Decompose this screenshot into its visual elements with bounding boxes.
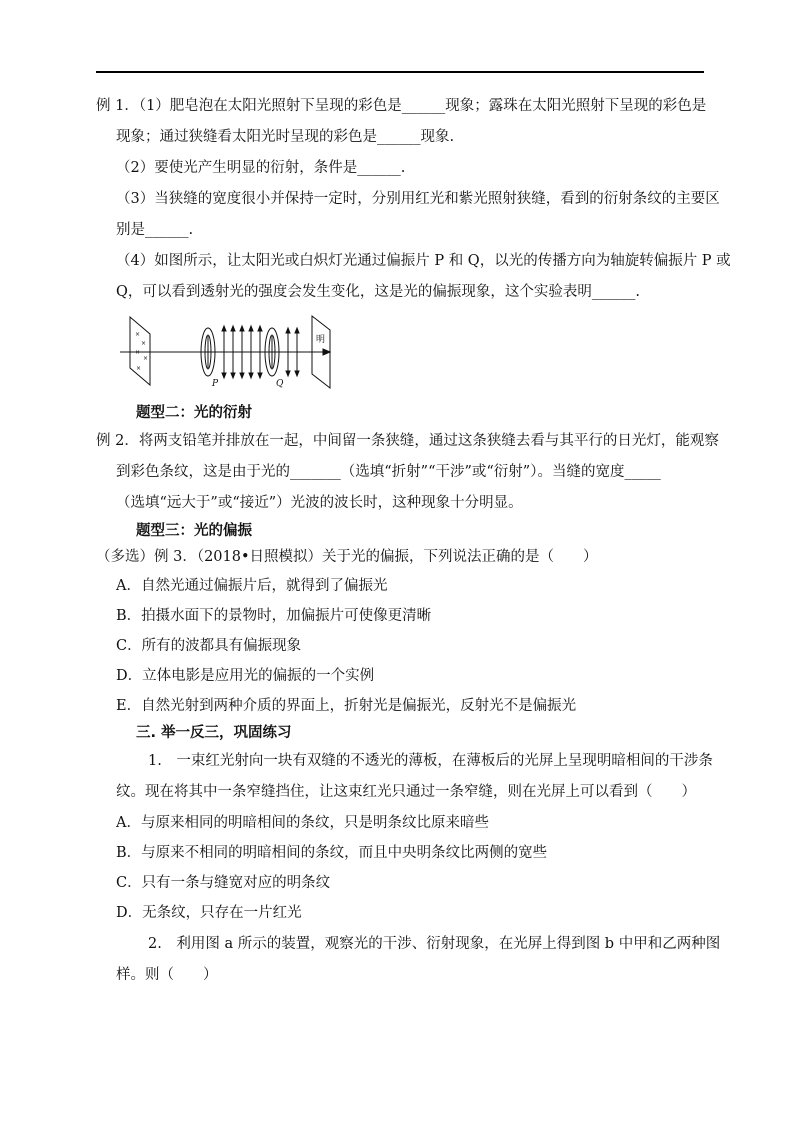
label-q: Q [276, 379, 284, 389]
q1-option-c: C．只有一条与缝宽对应的明条纹 [116, 875, 331, 891]
svg-text:×: × [135, 349, 141, 356]
ex1-line-3: （2）要使光产生明显的衍射，条件是______. [116, 160, 406, 176]
label-bright: 明 [316, 335, 326, 345]
axis-arrow-icon [323, 349, 330, 355]
ex2-line-2: 到彩色条纹，这是由于光的_______（选填“折射”“干涉”或“衍射”）。当缝的宽度_____ [116, 464, 661, 480]
ex2-line-1: 例 2．将两支铅笔并排放在一起，中间留一条狭缝，通过这条狭缝去看与其平行的日光灯，能观察 [96, 433, 719, 449]
q1-option-a: A．与原来相同的明暗相间的条纹，只是明条纹比原来暗些 [116, 815, 489, 831]
svg-text:×: × [143, 355, 149, 362]
label-p: P [212, 379, 219, 389]
q1-line-2: 纹。现在将其中一条窄缝挡住，让这束红光只通过一条窄缝，则在光屏上可以看到（ ） [116, 784, 696, 800]
q1-option-d: D．无条纹，只存在一片红光 [116, 905, 302, 921]
q1-line-1: 1. 一束红光射向一块有双缝的不透光的薄板，在薄板后的光屏上呈现明暗相间的干涉条 [148, 753, 713, 769]
ex1-line-6: （4）如图所示，让太阳光或白炽灯光通过偏振片 P 和 Q，以光的传播方向为轴旋转偏振片 P 或 [116, 253, 731, 269]
ex1-line-5: 别是______. [116, 222, 194, 238]
svg-text:×: × [136, 365, 142, 372]
ex3-option-c: C．所有的波都具有偏振现象 [116, 638, 302, 654]
ex3-stem: （多选）例 3．（2018•日照模拟）关于光的偏振，下列说法正确的是（ ） [96, 549, 598, 565]
ex3-option-a: A．自然光通过偏振片后，就得到了偏振光 [116, 578, 388, 594]
ex3-option-e: E．自然光射到两种介质的界面上，折射光是偏振光，反射光不是偏振光 [116, 698, 577, 714]
section3-title: 三. 举一反三，巩固练习 [136, 725, 292, 741]
header-rule [96, 71, 704, 73]
ex3-option-d: D．立体电影是应用光的偏振的一个实例 [116, 668, 375, 684]
type3-title: 题型三：光的偏振 [136, 523, 252, 539]
polarizer-figure [116, 312, 346, 390]
ex3-option-b: B．拍摄水面下的景物时，加偏振片可使像更清晰 [116, 608, 432, 624]
ex1-line-7: Q，可以看到透射光的强度会发生变化，这是光的偏振现象，这个实验表明______. [116, 284, 640, 300]
svg-text:×: × [141, 340, 147, 347]
q2-line-1: 2. 利用图 a 所示的装置，观察光的干涉、衍射现象，在光屏上得到图 b 中甲和乙两种图 [148, 936, 721, 952]
ex1-line-2: 现象；通过狭缝看太阳光时呈现的彩色是______现象. [116, 129, 455, 145]
ex1-line-4: （3）当狭缝的宽度很小并保持一定时，分别用红光和紫光照射狭缝，看到的衍射条纹的主要区 [116, 191, 720, 207]
type2-title: 题型二：光的衍射 [136, 405, 252, 421]
ex1-line-1: 例 1．（1）肥皂泡在太阳光照射下呈现的彩色是______现象；露珠在太阳光照射下呈现的彩色是 [96, 98, 707, 114]
svg-text:×: × [135, 331, 141, 338]
ex2-line-3: （选填“远大于”或“接近”）光波的波长时，这种现象十分明显。 [116, 495, 523, 511]
q1-option-b: B．与原来不相同的明暗相间的条纹，而且中央明条纹比两侧的宽些 [116, 845, 548, 861]
q2-line-2: 样。则（ ） [116, 967, 218, 983]
